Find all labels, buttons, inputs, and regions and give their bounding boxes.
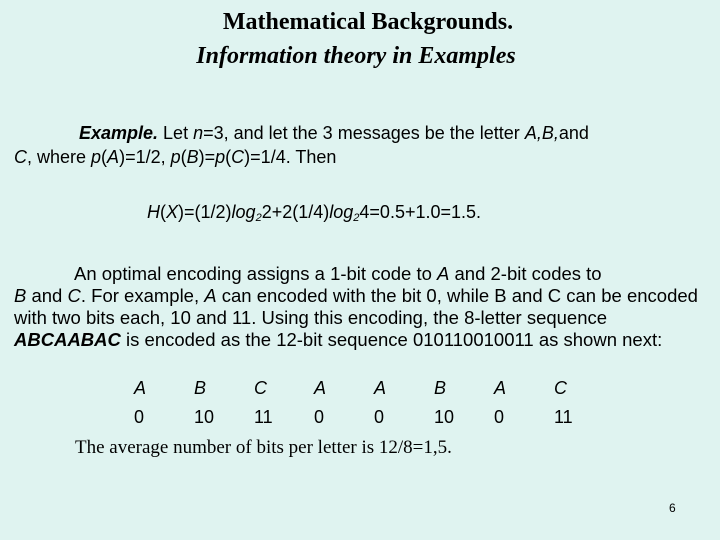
- code-cell: 0: [374, 407, 385, 427]
- text-fragment: =1/2,: [125, 147, 171, 167]
- var-a: A: [204, 285, 217, 306]
- code-cell: 0: [314, 407, 325, 427]
- example-paragraph: Example. Let n=3, and let the 3 messages be the letter A,B,and C, where p(A)=1/2, p(B)=p(C)=1/4. Then: [14, 123, 589, 167]
- letter-cell: C: [254, 378, 267, 398]
- letter-cell: C: [554, 378, 567, 398]
- log-base: 2: [353, 212, 360, 224]
- letter-cell: A: [314, 378, 327, 398]
- var-b: B: [186, 147, 199, 167]
- text-fragment: 4=0.5+1.0=1.5.: [359, 202, 482, 222]
- text-fragment: . For example,: [80, 285, 205, 306]
- average-bits-text: The average number of bits per letter is 12/8=1,5.: [75, 437, 452, 458]
- text-fragment: =(1/2): [184, 202, 232, 222]
- letter-cell: A: [374, 378, 387, 398]
- code-cell: 10: [434, 407, 455, 427]
- var-p: p: [91, 147, 102, 167]
- text-fragment: =3, and let the 3 messages be the letter: [203, 123, 525, 143]
- encoding-paragraph: [14, 263, 708, 351]
- var-a: A: [437, 263, 450, 284]
- var-c: C: [67, 285, 81, 306]
- log-base: 2: [255, 212, 262, 224]
- var-p: p: [170, 147, 181, 167]
- letter-cell: A: [494, 378, 507, 398]
- log-fn: log: [329, 202, 354, 222]
- slide-title: Mathematical Backgrounds.: [222, 9, 514, 35]
- var-a: A: [107, 147, 120, 167]
- var-b: B: [14, 285, 27, 306]
- text-fragment: =1/4. Then: [250, 147, 337, 167]
- text-fragment: Let: [158, 123, 194, 143]
- text-fragment: , where: [27, 147, 92, 167]
- var-abc: A,B,: [524, 123, 559, 143]
- slide-subtitle: Information theory in Examples: [196, 43, 516, 69]
- text-fragment: can encoded with the bit 0, while B and C can be encoded with two bits each, 10 and 11. Using this encoding, the 8-letter sequence: [14, 285, 698, 328]
- text-fragment: and 2-bit codes to: [449, 263, 602, 284]
- var-c: C: [231, 147, 245, 167]
- text-fragment: and: [558, 123, 589, 143]
- code-cell: 11: [254, 407, 273, 427]
- var-n: n: [193, 123, 204, 143]
- code-cell: 0: [494, 407, 505, 427]
- var-x: X: [166, 202, 179, 222]
- text-fragment: 2+2(1/4): [261, 202, 330, 222]
- text-fragment: An optimal encoding assigns a 1-bit code to: [74, 263, 438, 284]
- text-fragment: is encoded as the 12-bit sequence 010110010011 as shown next:: [120, 329, 663, 350]
- page-number: 6: [669, 501, 676, 515]
- letter-cell: B: [194, 378, 207, 398]
- letter-cell: A: [134, 378, 147, 398]
- letter-sequence: ABCAABAC: [14, 329, 121, 350]
- var-h: H: [147, 202, 160, 222]
- var-p: p: [215, 147, 226, 167]
- code-cell: 0: [134, 407, 145, 427]
- text-fragment: and: [26, 285, 68, 306]
- log-fn: log: [231, 202, 256, 222]
- letter-cell: B: [434, 378, 447, 398]
- text-fragment: =: [204, 147, 216, 167]
- code-cell: 11: [554, 407, 573, 427]
- example-label: Example.: [79, 123, 159, 143]
- entropy-formula: $H(X)=(1/2)\log_22+2(1/4)\log_24=0.5+1.0=1.5$.: [147, 202, 482, 224]
- code-cell: 10: [194, 407, 215, 427]
- var-c: C: [14, 147, 27, 167]
